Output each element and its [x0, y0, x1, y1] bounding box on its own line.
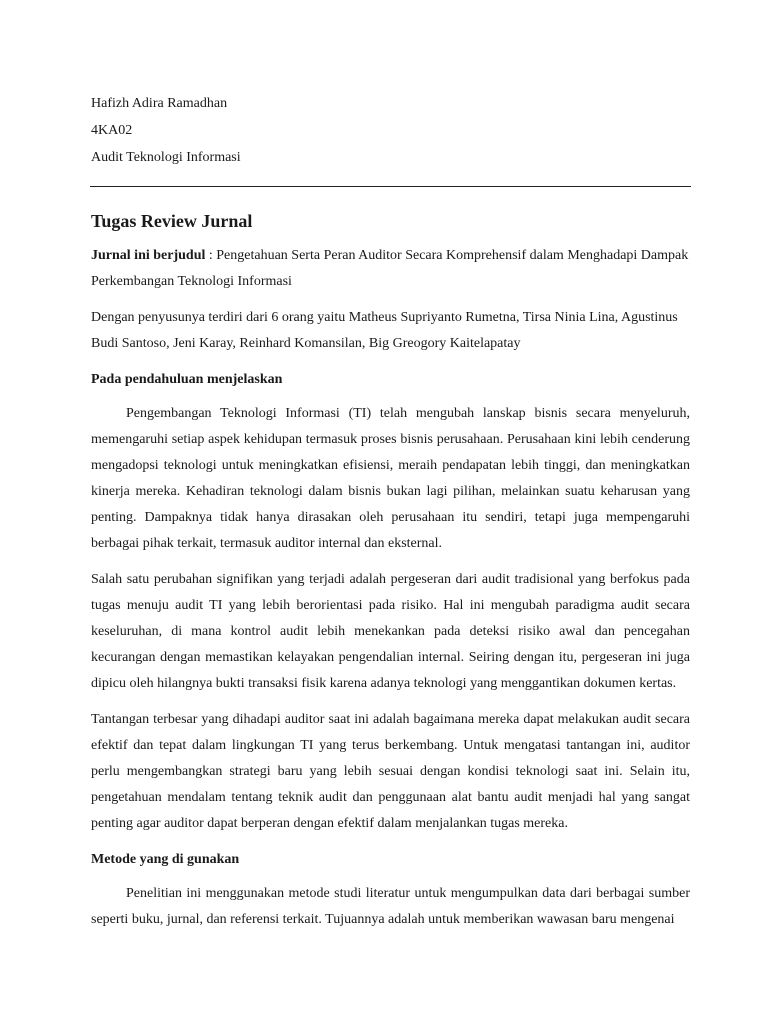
- author-name: Hafizh Adira Ramadhan: [91, 96, 228, 111]
- header-divider: [90, 186, 691, 187]
- intro-paragraph-1: Pengembangan Teknologi Informasi (TI) telah mengubah lanskap bisnis secara menyeluruh, memengaruhi setiap aspek kehidupan termasuk proses bisnis perusahaan. Perusahaan kini lebih cenderung mengadopsi teknologi untuk meningkatkan efisiensi, meraih pendapatan lebih tinggi, dan meningkatkan kinerja mereka. Kehadiran teknologi dalam bisnis bukan lagi pilihan, melainkan suatu keharusan yang penting. Dampaknya tidak hanya dirasakan oleh perusahaan itu sendiri, tetapi juga mempengaruhi berbagai pihak terkait, termasuk auditor internal dan eksternal.: [91, 406, 690, 551]
- journal-paragraph: [91, 243, 690, 295]
- journal-separator: :: [205, 248, 217, 263]
- document-title: Tugas Review Jurnal: [91, 211, 253, 231]
- intro-heading: Pada pendahuluan menjelaskan: [91, 372, 283, 387]
- method-paragraph-1: Penelitian ini menggunakan metode studi literatur untuk mengumpulkan data dari berbagai sumber seperti buku, jurnal, dan referensi terkait. Tujuannya adalah untuk memberikan wawasan baru mengenai: [91, 886, 690, 927]
- journal-label: Jurnal ini berjudul: [91, 248, 206, 263]
- journal-title: Pengetahuan Serta Peran Auditor Secara Komprehensif dalam Menghadapi Dampak Perkembangan Teknologi Informasi: [91, 248, 689, 289]
- course-name: Audit Teknologi Informasi: [91, 150, 241, 165]
- class-code: 4KA02: [91, 123, 133, 138]
- authors-paragraph: Dengan penyusunya terdiri dari 6 orang yaitu Matheus Supriyanto Rumetna, Tirsa Ninia Lina, Agustinus Budi Santoso, Jeni Karay, Reinhard Komansilan, Big Greogory Kaitelapatay: [91, 310, 678, 351]
- method-heading: Metode yang di gunakan: [91, 852, 240, 867]
- intro-paragraph-3: Tantangan terbesar yang dihadapi auditor saat ini adalah bagaimana mereka dapat melakukan audit secara efektif dan tepat dalam lingkungan TI yang terus berkembang. Untuk mengatasi tantangan ini, auditor perlu mengembangkan strategi baru yang lebih sesuai dengan kondisi teknologi saat ini. Selain itu, pengetahuan mendalam tentang teknik audit dan penggunaan alat bantu audit menjadi hal yang sangat penting agar auditor dapat berperan dengan efektif dalam menjalankan tugas mereka.: [91, 712, 690, 831]
- intro-paragraph-2: Salah satu perubahan signifikan yang terjadi adalah pergeseran dari audit tradisional yang berfokus pada tugas menuju audit TI yang lebih berorientasi pada risiko. Hal ini mengubah paradigma audit secara keseluruhan, di mana kontrol audit lebih menekankan pada deteksi risiko awal dan pencegahan kecurangan dengan memastikan kelayakan pengendalian internal. Seiring dengan itu, pergeseran ini juga dipicu oleh hilangnya bukti transaksi fisik karena adanya teknologi yang menggantikan dokumen kertas.: [91, 572, 690, 691]
- document-page: [91, 90, 690, 933]
